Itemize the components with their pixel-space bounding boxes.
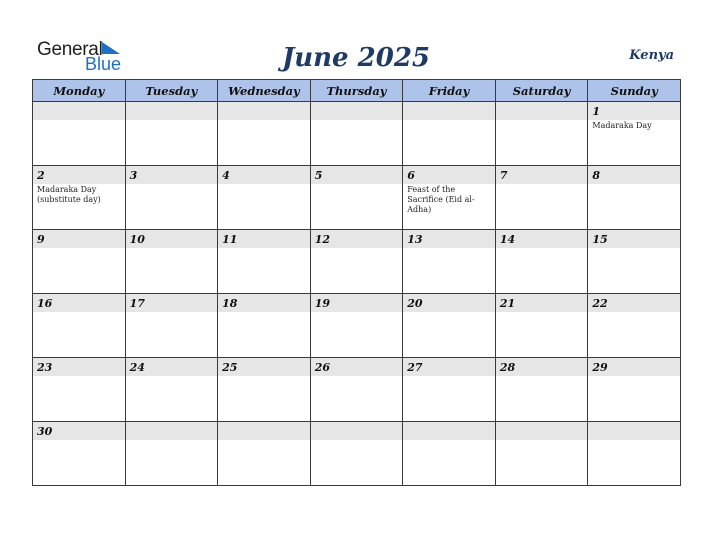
day-cell <box>218 102 311 166</box>
week-row <box>33 102 681 166</box>
day-header-band <box>403 102 495 120</box>
day-cell <box>495 230 588 294</box>
day-number: 14 <box>499 233 516 246</box>
day-number: 7 <box>499 169 508 182</box>
day-cell <box>125 422 218 486</box>
day-cell <box>310 230 403 294</box>
day-number: 1 <box>592 105 601 118</box>
day-header-band <box>588 422 680 440</box>
day-cell <box>403 294 496 358</box>
day-header-band <box>311 102 403 120</box>
day-cell <box>33 102 126 166</box>
day-number: 28 <box>499 361 516 374</box>
holiday-label: Madaraka Day (substitute day) <box>37 185 101 204</box>
day-number: 15 <box>592 233 608 246</box>
day-number: 3 <box>129 169 138 182</box>
day-cell <box>588 102 681 166</box>
day-number: 10 <box>129 233 145 246</box>
day-number: 22 <box>592 297 608 310</box>
day-number: 8 <box>592 169 601 182</box>
day-header-band <box>126 102 218 120</box>
day-cell <box>218 166 311 230</box>
day-cell <box>125 166 218 230</box>
day-number: 23 <box>37 361 53 374</box>
day-header-band <box>403 422 495 440</box>
day-cell <box>218 294 311 358</box>
day-cell <box>33 294 126 358</box>
day-cell <box>33 422 126 486</box>
day-cell <box>310 166 403 230</box>
day-header-band <box>218 166 310 184</box>
day-cell <box>403 422 496 486</box>
day-cell <box>33 166 126 230</box>
logo-blue-text: Blue <box>85 54 122 74</box>
week-row <box>33 358 681 422</box>
day-header-band <box>33 166 125 184</box>
day-cell <box>495 166 588 230</box>
day-number: 29 <box>592 361 608 374</box>
day-cell <box>218 422 311 486</box>
week-row <box>33 294 681 358</box>
day-header-band <box>496 166 588 184</box>
day-number: 24 <box>129 361 145 374</box>
day-header-band <box>311 422 403 440</box>
calendar-grid <box>32 79 681 486</box>
day-cell <box>588 358 681 422</box>
day-cell <box>495 422 588 486</box>
weekday-header: Monday <box>33 80 126 102</box>
day-header-band <box>403 166 495 184</box>
day-cell <box>495 294 588 358</box>
day-cell <box>125 294 218 358</box>
holiday-label: Feast of the Sacrifice (Eid al-Adha) <box>407 185 475 214</box>
day-cell <box>403 166 496 230</box>
day-header-band <box>218 102 310 120</box>
day-number: 26 <box>314 361 330 374</box>
day-cell <box>218 358 311 422</box>
day-number: 11 <box>222 233 238 246</box>
day-header-band <box>126 166 218 184</box>
weekday-header: Saturday <box>495 80 588 102</box>
day-cell <box>403 358 496 422</box>
weekday-header: Thursday <box>310 80 403 102</box>
day-number: 16 <box>37 297 53 310</box>
day-cell <box>125 102 218 166</box>
day-header-band <box>33 102 125 120</box>
day-number: 27 <box>407 361 423 374</box>
day-number: 5 <box>314 169 323 182</box>
week-row <box>33 230 681 294</box>
day-cell <box>495 102 588 166</box>
calendar-title: June 2025 <box>281 43 431 73</box>
day-number: 21 <box>499 297 516 310</box>
day-number: 20 <box>407 297 423 310</box>
day-header-band <box>588 102 680 120</box>
day-cell <box>310 102 403 166</box>
weekday-header-row <box>33 80 681 102</box>
day-cell <box>495 358 588 422</box>
day-cell <box>310 422 403 486</box>
logo-general-text: General <box>37 39 103 60</box>
day-cell <box>310 294 403 358</box>
day-number: 19 <box>314 297 330 310</box>
day-cell <box>310 358 403 422</box>
day-number: 17 <box>129 297 145 310</box>
day-header-band <box>33 230 125 248</box>
day-cell <box>125 230 218 294</box>
day-number: 13 <box>407 233 423 246</box>
day-header-band <box>218 422 310 440</box>
day-cell <box>33 358 126 422</box>
day-number: 9 <box>37 233 45 246</box>
day-number: 30 <box>37 425 53 438</box>
day-header-band <box>496 102 588 120</box>
country-label: Kenya <box>629 48 674 63</box>
day-cell <box>588 294 681 358</box>
day-number: 4 <box>222 169 230 182</box>
day-cell <box>403 230 496 294</box>
day-number: 12 <box>314 233 330 246</box>
day-cell <box>588 422 681 486</box>
day-number: 25 <box>222 361 238 374</box>
day-number: 2 <box>37 169 45 182</box>
day-number: 18 <box>222 297 238 310</box>
holiday-label: Madaraka Day <box>592 121 652 130</box>
weekday-header: Tuesday <box>125 80 218 102</box>
weekday-header: Sunday <box>588 80 681 102</box>
week-row <box>33 166 681 230</box>
day-number: 6 <box>407 169 415 182</box>
day-header-band <box>311 166 403 184</box>
day-cell <box>588 166 681 230</box>
weekday-header: Friday <box>403 80 496 102</box>
week-row <box>33 422 681 486</box>
day-header-band <box>496 422 588 440</box>
day-cell <box>218 230 311 294</box>
day-cell <box>588 230 681 294</box>
day-cell <box>125 358 218 422</box>
weekday-header: Wednesday <box>218 80 311 102</box>
day-header-band <box>126 422 218 440</box>
day-cell <box>33 230 126 294</box>
day-cell <box>403 102 496 166</box>
day-header-band <box>588 166 680 184</box>
